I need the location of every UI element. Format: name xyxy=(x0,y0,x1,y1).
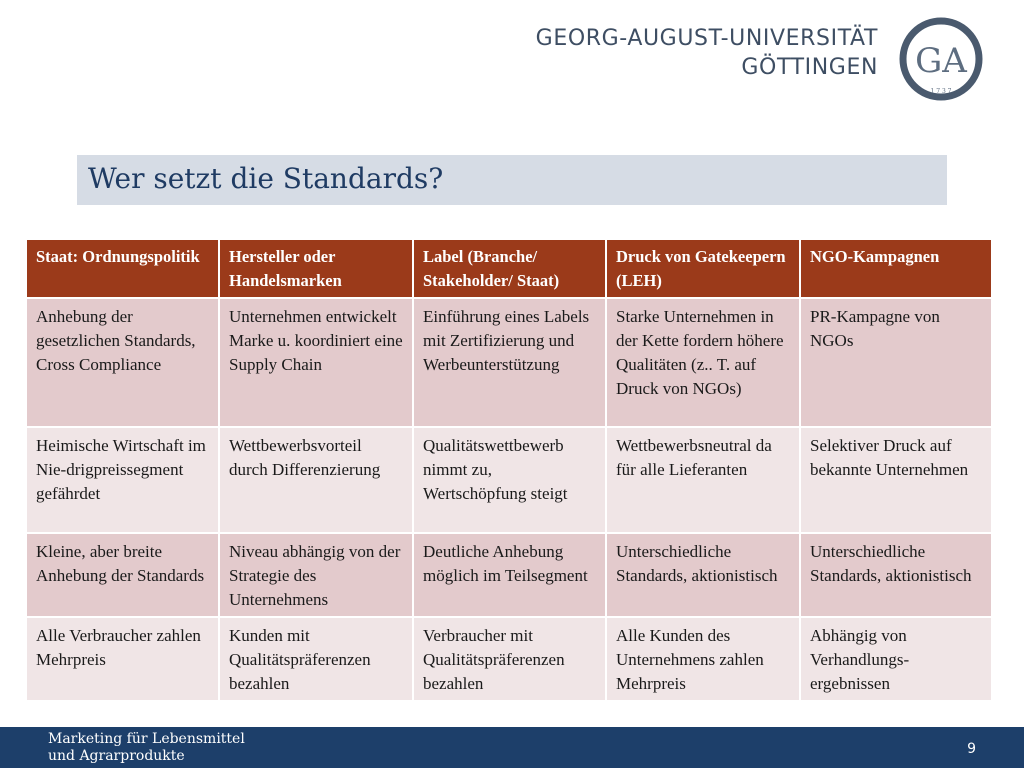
table-cell: Verbraucher mit Qualitätspräferenzen bezahlen xyxy=(413,617,606,701)
table-cell: Kleine, aber breite Anhebung der Standards xyxy=(26,533,219,617)
table-cell: Anhebung der gesetzlichen Standards, Cross Compliance xyxy=(26,298,219,427)
header-cell: Hersteller oder Handelsmarken xyxy=(219,239,413,298)
header-cell: NGO-Kampagnen xyxy=(800,239,992,298)
svg-text:GA: GA xyxy=(915,41,967,81)
footer-line1: Marketing für Lebensmittel xyxy=(48,731,245,747)
table-cell: Starke Unternehmen in der Kette fordern höhere Qualitäten (z.. T. auf Druck von NGOs) xyxy=(606,298,800,427)
university-name xyxy=(536,24,878,82)
svg-text:1 7 3 7: 1 7 3 7 xyxy=(930,88,952,95)
footer-line2: und Agrarprodukte xyxy=(48,748,185,764)
table-cell: Deutliche Anhebung möglich im Teilsegment xyxy=(413,533,606,617)
table-row xyxy=(26,533,992,617)
university-name-line2: GÖTTINGEN xyxy=(741,55,878,80)
table-cell: Selektiver Druck auf bekannte Unternehmen xyxy=(800,427,992,533)
slide-title-bar xyxy=(77,155,947,205)
university-name-line1: GEORG-AUGUST-UNIVERSITÄT xyxy=(535,26,878,51)
footer-bar xyxy=(0,727,1024,768)
header-cell: Druck von Gatekeepern (LEH) xyxy=(606,239,800,298)
table-row xyxy=(26,298,992,427)
table-cell: Abhängig von Verhandlungs-ergebnissen xyxy=(800,617,992,701)
table-cell: Unterschiedliche Standards, aktionistisch xyxy=(606,533,800,617)
slide-title: Wer setzt die Standards? xyxy=(88,162,444,195)
table-row xyxy=(26,427,992,533)
header-cell: Staat: Ordnungspolitik xyxy=(26,239,219,298)
table-cell: Wettbewerbsneutral da für alle Lieferanten xyxy=(606,427,800,533)
table-cell: Wettbewerbsvorteil durch Differenzierung xyxy=(219,427,413,533)
table-cell: Heimische Wirtschaft im Nie-drigpreissegment gefährdet xyxy=(26,427,219,533)
table-header-row xyxy=(26,239,992,298)
table-cell: Unternehmen entwickelt Marke u. koordiniert eine Supply Chain xyxy=(219,298,413,427)
table-cell: Alle Kunden des Unternehmens zahlen Mehrpreis xyxy=(606,617,800,701)
university-seal-logo xyxy=(896,14,986,104)
page-number: 9 xyxy=(967,741,976,757)
table-cell: Kunden mit Qualitätspräferenzen bezahlen xyxy=(219,617,413,701)
table-cell: Einführung eines Labels mit Zertifizierung und Werbeunterstützung xyxy=(413,298,606,427)
standards-table xyxy=(25,238,993,702)
table-cell: Qualitätswettbewerb nimmt zu, Wertschöpfung steigt xyxy=(413,427,606,533)
table-cell: Alle Verbraucher zahlen Mehrpreis xyxy=(26,617,219,701)
table-cell: Niveau abhängig von der Strategie des Unternehmens xyxy=(219,533,413,617)
footer-course-title xyxy=(48,731,245,765)
table-cell: PR-Kampagne von NGOs xyxy=(800,298,992,427)
table-row xyxy=(26,617,992,701)
header-cell: Label (Branche/ Stakeholder/ Staat) xyxy=(413,239,606,298)
table-cell: Unterschiedliche Standards, aktionistisch xyxy=(800,533,992,617)
